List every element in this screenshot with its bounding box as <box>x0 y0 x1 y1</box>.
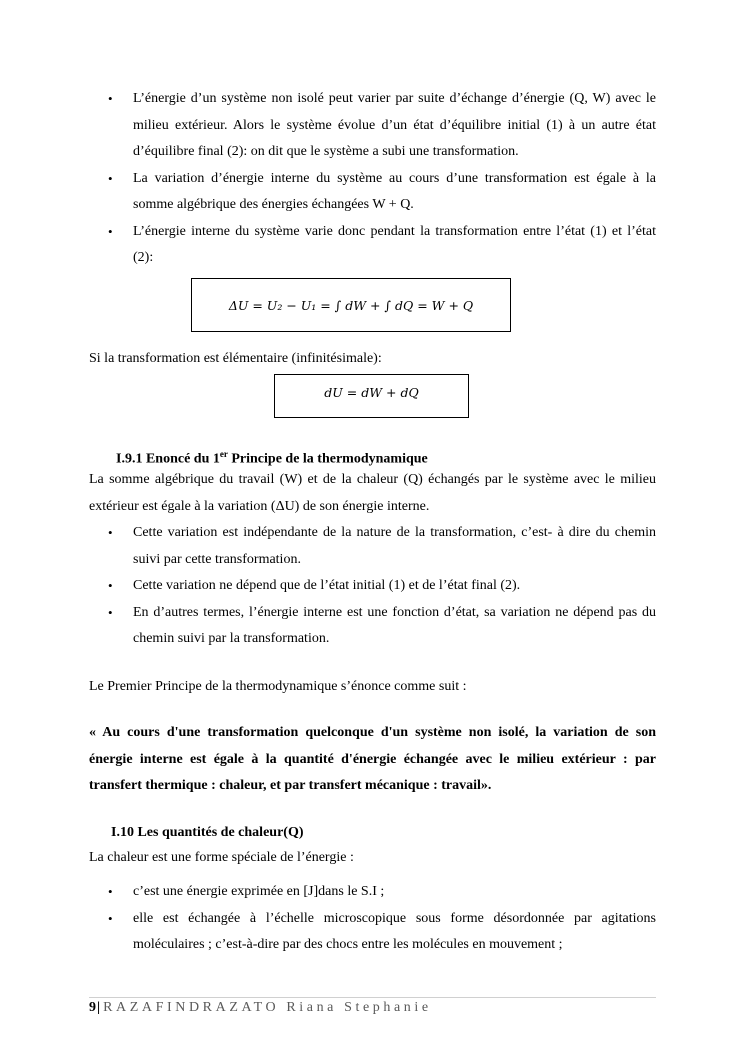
bullet-list-energy <box>108 86 656 272</box>
page-footer <box>89 1000 432 1016</box>
bullet-icon: • <box>108 223 113 239</box>
bullet-icon: • <box>108 91 113 106</box>
list-item: • En d’autres termes, l’énergie interne est une fonction d’état, sa variation ne dépend pas du chemin suivi par la transformation. <box>108 600 656 653</box>
footer-author: RAZAFINDRAZATO Riana Stephanie <box>103 1000 432 1015</box>
bullet-icon: • <box>108 525 113 540</box>
equation-delta-u: ΔU = U₂ − U₁ = ∫ dW + ∫ dQ = W + Q <box>228 297 474 313</box>
footer-separator: | <box>97 1000 101 1015</box>
list-item: • L’énergie interne du système varie donc pendant la transformation entre l’état (1) et l’état (2): <box>108 219 656 272</box>
list-item: • La variation d’énergie interne du système au cours d’une transformation est égale à la somme algébrique des énergies échangées W + Q. <box>108 166 656 219</box>
elementary-text: Si la transformation est élémentaire (infinitésimale): <box>89 351 382 366</box>
bullet-icon: • <box>108 910 113 926</box>
principle-intro: Le Premier Principe de la thermodynamique s’énonce comme suit : <box>89 679 467 694</box>
list-item: • Cette variation est indépendante de la nature de la transformation, c’est- à dire du chemin suivi par cette transformation. <box>108 520 656 573</box>
heat-intro: La chaleur est une forme spéciale de l’énergie : <box>89 850 354 865</box>
list-item: • elle est échangée à l’échelle microscopique sous forme désordonnée par agitations moléculaires ; c’est-à-dire par des chocs entre les molécules en mouvement ; <box>108 906 656 959</box>
list-item: • c’est une énergie exprimée en [J]dans le S.I ; <box>108 879 656 906</box>
bullet-list-state-function <box>108 520 656 653</box>
section-heading-191: I.9.1 Enoncé du 1er Principe de la thermodynamique <box>116 449 428 467</box>
equation-box-delta-u <box>191 278 511 332</box>
bullet-list-heat <box>108 879 656 959</box>
list-item: • Cette variation ne dépend que de l’état initial (1) et de l’état final (2). <box>108 573 656 600</box>
section-heading-110: I.10 Les quantités de chaleur(Q) <box>111 825 304 840</box>
bullet-icon: • <box>108 604 113 620</box>
bullet-icon: • <box>108 578 113 593</box>
bullet-icon: • <box>108 884 113 899</box>
footer-divider <box>89 997 656 998</box>
list-item: • L’énergie d’un système non isolé peut varier par suite d’échange d’énergie (Q, W) avec le milieu extérieur. Alors le système évolue d’un état d’équilibre initial (1) à un autre état d’équilibre final (2): on dit que le système a subi une transformation. <box>108 86 656 166</box>
bullet-icon: • <box>108 170 113 186</box>
principle-quote: « Au cours d'une transformation quelconque d'un système non isolé, la variation de son énergie interne est égale à la quantité d'énergie échangée avec le milieu extérieur : par transfert thermique : chaleur, et par transfert mécanique : travail». <box>89 725 656 793</box>
page-number: 9 <box>89 1000 96 1015</box>
statement-paragraph: La somme algébrique du travail (W) et de la chaleur (Q) échangés par le système avec le milieu extérieur est égale à la variation (ΔU) de son énergie interne. <box>89 472 656 514</box>
equation-du: dU = dW + dQ <box>324 385 419 400</box>
equation-box-du <box>274 374 469 418</box>
